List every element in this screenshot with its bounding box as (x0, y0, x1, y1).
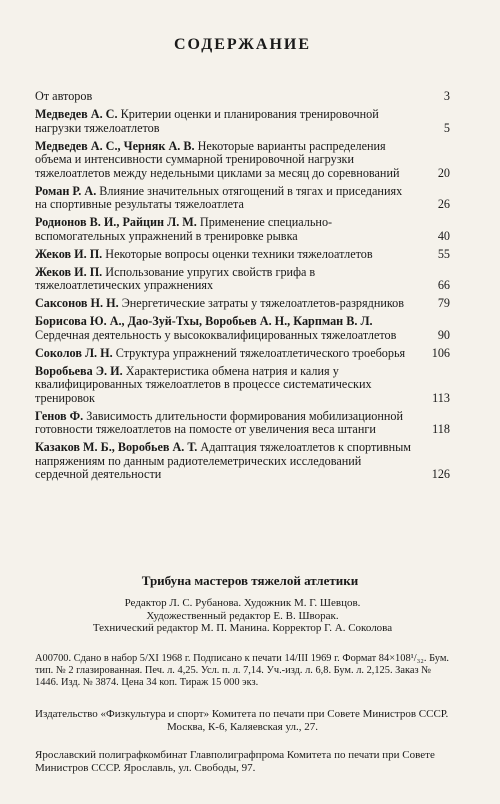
printer-info: Ярославский полиграфкомбинат Главполиграфпрома Комитета по печати при Совете Министров СССР. Ярославль, ул. Свободы, 97. (35, 749, 435, 774)
publisher-name: Издательство «Физкультура и спорт» Комитета по печати при Совете Министров СССР. (35, 708, 449, 720)
toc-page-number: 90 (437, 327, 450, 342)
toc-article-title: Сердечная деятельность у высококвалифицированных тяжелоатлетов (35, 327, 397, 342)
toc-article-title: Использование упругих свойств грифа в тяжелоатлетических упражнениях (35, 264, 316, 292)
toc-author: Родионов В. И., Райцин Л. М. (35, 215, 197, 229)
toc-article-title: Влияние значительных отягощений в тягах и приседаниях на спортивные результаты тяжелоатлета (35, 183, 403, 211)
toc-entry-text (35, 216, 420, 243)
toc-entry (35, 90, 450, 104)
technical-details: А00700. Сдано в набор 5/XI 1968 г. Подписано к печати 14/III 1969 г. Формат 84×108¹/₃₂. Бум. тип. № 2 глазированная. Печ. л. 4,25. Усл. п. л. 7,14. Уч.-изд. л. 6,8. Бум. л. 2,125. Заказ № 1446. Изд. № 3874. Цена 34 коп. Тираж 15 000 экз. (35, 653, 450, 688)
editors-block (35, 597, 450, 635)
toc-entry (35, 410, 450, 437)
toc-entry-text (35, 347, 420, 361)
toc-entry (35, 365, 450, 406)
toc-entry-text (35, 297, 420, 311)
toc-page-number: 26 (437, 197, 450, 211)
toc-article-title: От авторов (35, 89, 93, 103)
toc-author: Борисова Ю. А., Дао-Зуй-Тхы, Воробьев А. Н., Карпман В. Л. (35, 314, 373, 328)
toc-entry (35, 315, 450, 342)
toc-article-title: Критерии оценки и планирования тренировочной нагрузки тяжелоатлетов (35, 107, 379, 135)
toc-entry (35, 347, 450, 361)
toc-entry-text (35, 266, 420, 293)
toc-entry-text (35, 90, 420, 104)
toc-author: Генов Ф. (35, 408, 84, 423)
toc-article-title: Энергетические затраты у тяжелоатлетов-разрядников (118, 296, 405, 310)
toc-article-title: Некоторые вопросы оценки техники тяжелоатлетов (102, 246, 373, 261)
toc-page-number: 3 (443, 89, 450, 103)
editors-line: Технический редактор М. П. Манина. Корректор Г. А. Соколова (92, 622, 393, 634)
toc-entry (35, 216, 450, 243)
editors-line: Редактор Л. С. Рубанова. Художник М. Г. Шевцов. (124, 597, 361, 609)
toc-author: Медведев А. С., Черняк А. В. (35, 138, 195, 153)
editors-line: Художественный редактор Е. В. Шворак. (146, 609, 339, 622)
toc-entry-text (35, 185, 420, 212)
table-of-contents (35, 90, 450, 482)
toc-entry (35, 266, 450, 293)
toc-page-number: 126 (431, 467, 450, 481)
toc-page-number: 118 (432, 422, 450, 436)
toc-page-number: 113 (432, 390, 450, 405)
toc-author: Роман Р. А. (35, 183, 97, 198)
toc-author: Жеков И. П. (35, 246, 103, 261)
toc-entry (35, 108, 450, 135)
toc-article-title: Структура упражнений тяжелоатлетического троеборья (112, 345, 406, 360)
contents-title: СОДЕРЖАНИЕ (173, 36, 312, 53)
toc-article-title: Зависимость длительности формирования мобилизационной готовности тяжелоатлетов на помосте от увеличения веса штанги (35, 408, 404, 436)
toc-article-title: Характеристика обмена натрия и калия у квалифицированных тяжелоатлетов в процессе систематических тренировок (35, 363, 372, 405)
toc-page-number: 79 (437, 296, 450, 310)
toc-page-number: 55 (437, 246, 450, 261)
toc-author: Воробьева Э. И. (35, 363, 123, 378)
toc-entry-text (35, 441, 420, 482)
toc-entry-text (35, 108, 420, 135)
publisher-address: Москва, К-6, Каляевская ул., 27. (167, 721, 318, 733)
toc-page-number: 5 (443, 120, 450, 135)
toc-author: Казаков М. Б., Воробьев А. Т. (35, 440, 198, 454)
toc-page-number: 20 (437, 165, 450, 180)
toc-author: Саксонов Н. Н. (35, 296, 119, 310)
toc-page-number: 66 (437, 278, 450, 292)
toc-page-number: 40 (437, 228, 450, 243)
toc-article-title: Применение специально-вспомогательных упражнений в тренировке рывка (35, 215, 333, 243)
publisher-block (35, 708, 450, 734)
toc-entry-text (35, 140, 420, 181)
toc-author: Медведев А. С. (35, 107, 118, 121)
toc-entry-text (35, 365, 420, 406)
toc-entry (35, 140, 450, 181)
toc-entry-text (35, 315, 420, 342)
toc-entry (35, 185, 450, 212)
toc-entry-text (35, 248, 420, 262)
toc-author: Жеков И. П. (35, 264, 103, 279)
toc-entry (35, 248, 450, 262)
toc-page-number: 106 (431, 345, 450, 360)
toc-entry-text (35, 410, 420, 437)
toc-entry (35, 441, 450, 482)
toc-article-title: Некоторые варианты распределения объема и интенсивности суммарной тренировочной нагрузки тяжелоатлетов между недельными циклами за месяц до соревнований (35, 138, 400, 180)
book-title: Трибуна мастеров тяжелой атлетики (141, 573, 359, 588)
toc-entry (35, 297, 450, 311)
toc-author: Соколов Л. Н. (35, 345, 113, 360)
toc-article-title: Адаптация тяжелоатлетов к спортивным напряжениям по данным радиотелеметрических исследований сердечной деятельности (35, 440, 411, 481)
